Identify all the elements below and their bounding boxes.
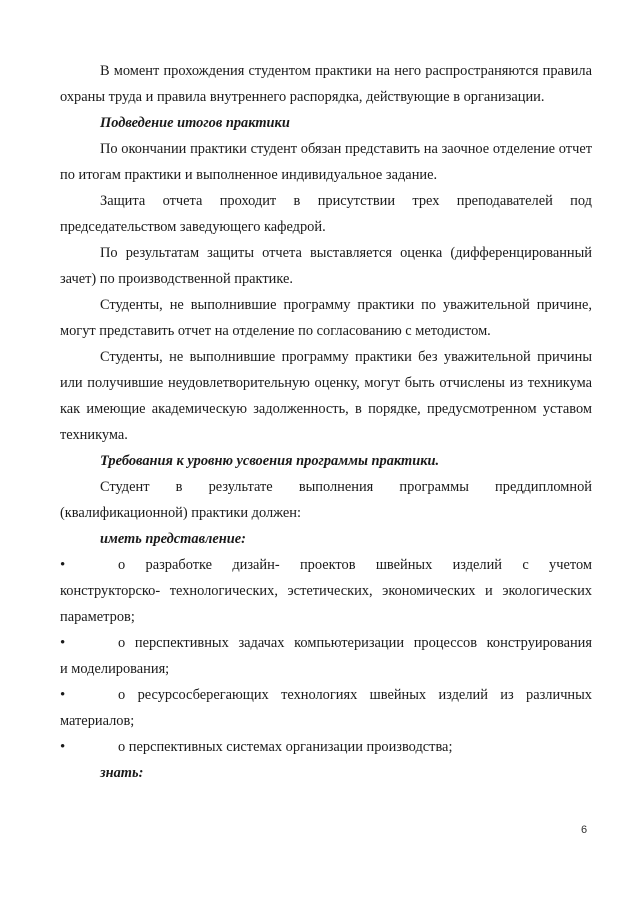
bullet-icon: • xyxy=(60,687,66,703)
bullet-icon: • xyxy=(60,557,66,573)
paragraph-report-defense: Защита отчета проходит в присутствии трех преподавателей под председательством заведующего кафедрой. xyxy=(60,193,592,235)
page-content xyxy=(60,58,592,786)
bullet-icon: • xyxy=(60,739,66,755)
heading-practice-results: Подведение итогов практики xyxy=(100,115,290,131)
heading-have-idea: иметь представление: xyxy=(100,531,246,547)
heading-know: знать: xyxy=(100,765,144,781)
list-item xyxy=(60,682,592,734)
list-item-continuation: материалов; xyxy=(60,713,135,729)
list-item xyxy=(60,734,592,760)
page-number: 6 xyxy=(581,824,588,836)
list-item xyxy=(60,630,592,682)
paragraph-valid-reason: Студенты, не выполнившие программу практики по уважительной причине, могут представить отчет на отделение по согласованию с методистом. xyxy=(60,297,592,339)
list-item-continuation: конструкторско- технологических, эстетических, экономических и экологических параметров; xyxy=(60,583,592,625)
list-item-text: о перспективных задачах компьютеризации процессов конструирования xyxy=(118,635,592,651)
paragraph-safety-rules: В момент прохождения студентом практики на него распространяются правила охраны труда и правила внутреннего распорядка, действующие в организации. xyxy=(60,63,592,105)
list-item-text: о разработке дизайн- проектов швейных изделий с учетом xyxy=(118,557,592,573)
list-item-text: о ресурсосберегающих технологиях швейных изделий из различных xyxy=(118,687,592,703)
paragraph-report-submission: По окончании практики студент обязан представить на заочное отделение отчет по итогам практики и выполненное индивидуальное задание. xyxy=(60,141,592,183)
bullet-icon: • xyxy=(60,635,66,651)
list-item-continuation: и моделирования; xyxy=(60,661,170,677)
paragraph-student-must: Студент в результате выполнения программы преддипломной (квалификационной) практики должен: xyxy=(60,479,592,521)
paragraph-expulsion: Студенты, не выполнившие программу практики без уважительной причины или получившие неудовлетворительную оценку, могут быть отчислены из техникума как имеющие академическую задолженность, в порядке, предусмотренном уставом техникума. xyxy=(60,349,592,443)
paragraph-grading: По результатам защиты отчета выставляется оценка (дифференцированный зачет) по производственной практике. xyxy=(60,245,592,287)
heading-requirements: Требования к уровню усвоения программы практики. xyxy=(100,453,440,469)
list-item xyxy=(60,552,592,630)
list-item-text: о перспективных системах организации производства; xyxy=(118,739,453,755)
